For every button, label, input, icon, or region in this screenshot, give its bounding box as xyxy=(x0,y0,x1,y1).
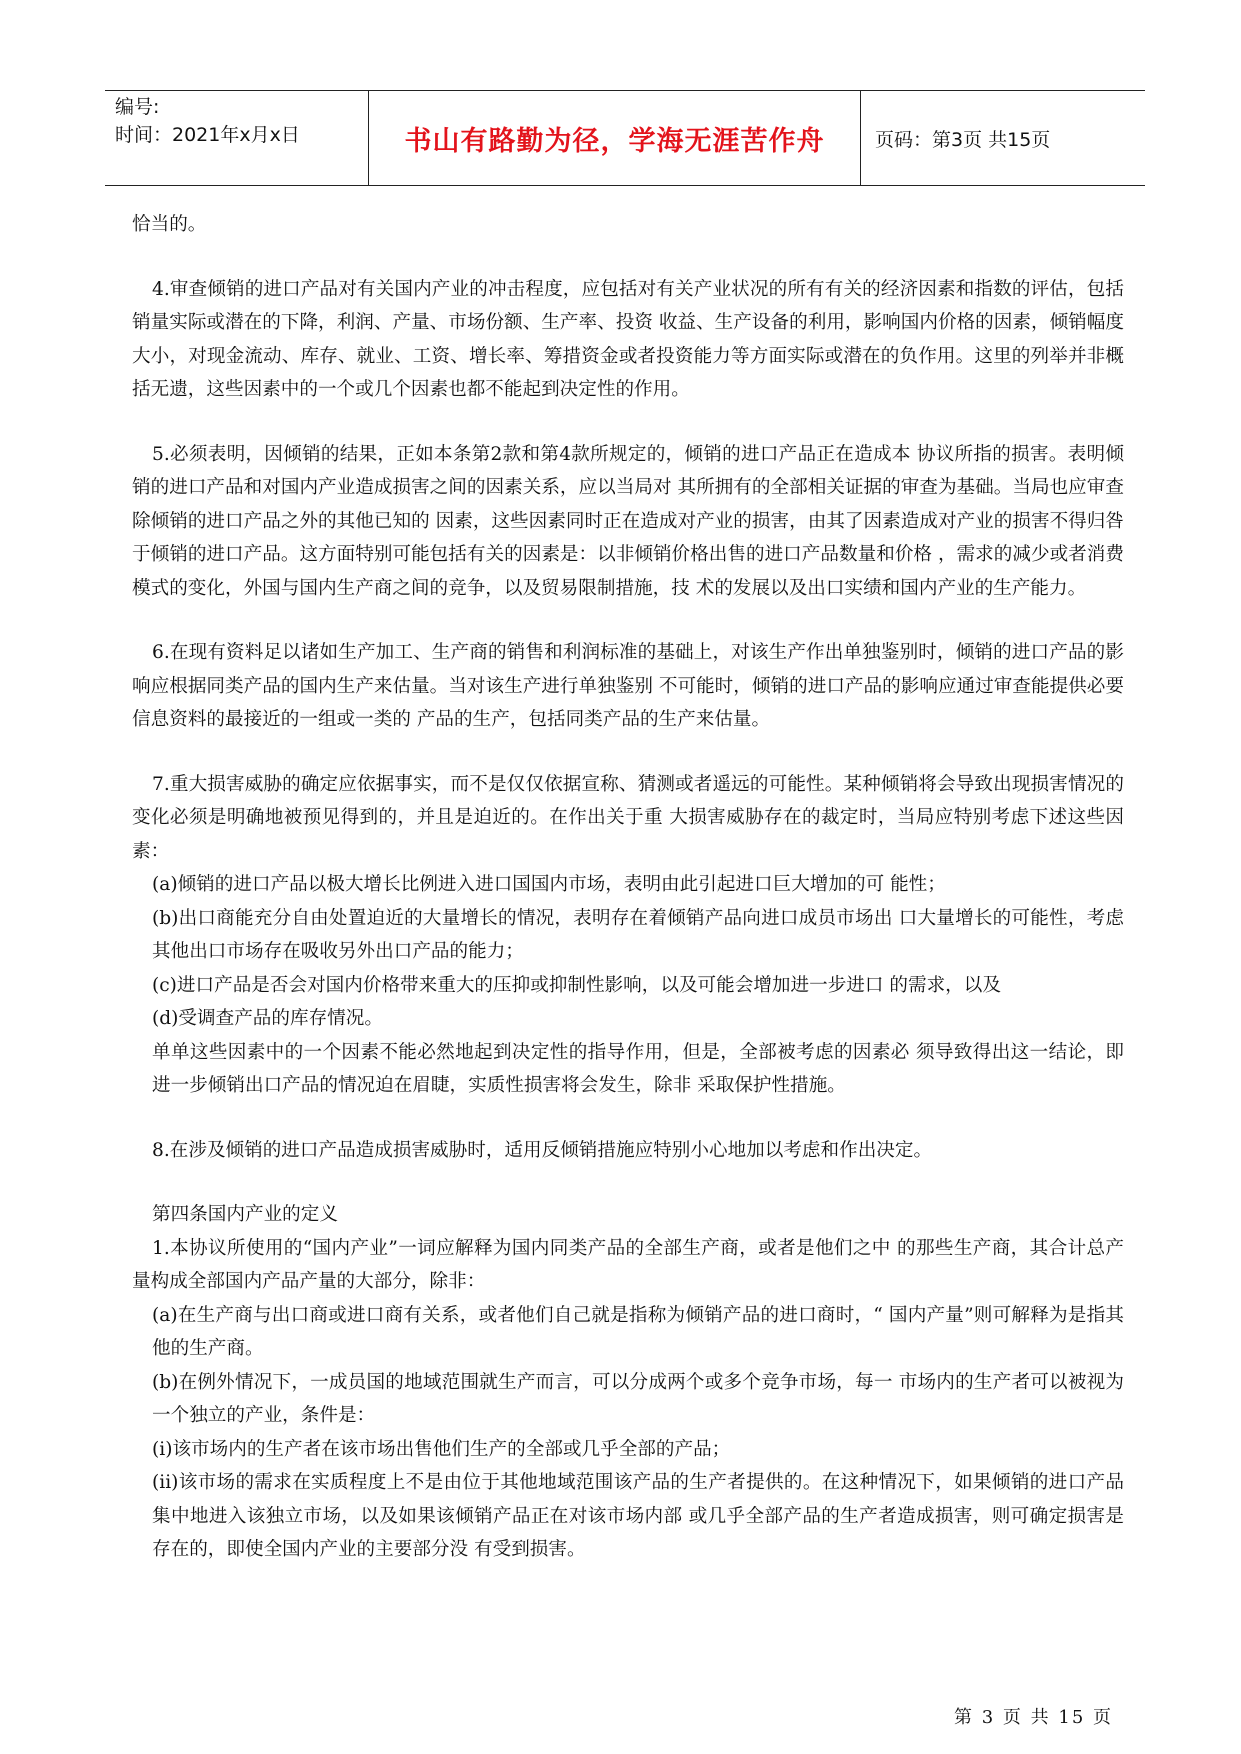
paragraph: 恰当的。 xyxy=(132,214,207,235)
list-item: (ii)该市场的需求在实质程度上不是由位于其他地域范围该产品的生产者提供的。在这种情况下，如果倾销的进口产品集中地进入该独立市场，以及如果该倾销产品正在对该市场内部 或几乎全部产品的生产者造成损害，则可确定损害是存在的，即使全国内产业的主要部分没 有受到损害。 xyxy=(152,1472,1124,1560)
paragraph: 7.重大损害威胁的确定应依据事实，而不是仅仅依据宣称、猜测或者遥远的可能性。某种倾销将会导致出现损害情况的变化必须是明确地被预见得到的，并且是迫近的。在作出关于重 大损害威胁存在的裁定时，当局应特别考虑下述这些因素： xyxy=(132,773,1124,862)
paragraph: 5.必须表明，因倾销的结果，正如本条第2款和第4款所规定的，倾销的进口产品正在造成本 协议所指的损害。表明倾销的进口产品和对国内产业造成损害之间的因素关系，应以当局对 其所拥有的全部相关证据的审查为基础。当局也应审查除倾销的进口产品之外的其他已知的 因素，这些因素同时正在造成对产业的损害，由其了因素造成对产业的损害不得归咎于倾销的进口产品。这方面特别可能包括有关的因素是：以非倾销价格出售的进口产品数量和价格 ，需求的减少或者消费模式的变化，外国与国内生产商之间的竞争，以及贸易限制措施，技 术的发展以及出口实绩和国内产业的生产能力。 xyxy=(132,443,1124,599)
header-divider xyxy=(860,91,861,185)
paragraph: 8.在涉及倾销的进口产品造成损害威胁时，适用反倾销措施应特别小心地加以考虑和作出决定。 xyxy=(152,1139,933,1161)
list-item: (a)在生产商与出口商或进口商有关系，或者他们自己就是指称为倾销产品的进口商时，“ 国内产量”则可解释为是指其他的生产商。 xyxy=(152,1304,1124,1359)
page-footer: 第 3 页 共 15 页 xyxy=(954,1707,1113,1728)
list-item: (a)倾销的进口产品以极大增长比例进入进口国国内市场，表明由此引起进口巨大增加的可 能性； xyxy=(152,874,946,895)
paragraph: 单单这些因素中的一个因素不能必然地起到决定性的指导作用，但是，全部被考虑的因素必 须导致得出这一结论，即进一步倾销出口产品的情况迫在眉睫，实质性损害将会发生，除非 采取保护性措施。 xyxy=(152,1041,1124,1096)
header-page-label: 页码：第3页 共15页 xyxy=(875,128,1051,151)
section-heading: 第四条国内产业的定义 xyxy=(152,1204,338,1225)
paragraph: 4.审查倾销的进口产品对有关国内产业的冲击程度，应包括对有关产业状况的所有有关的经济因素和指数的评估，包括销量实际或潜在的下降，利润、产量、市场份额、生产率、投资 收益、生产设备的利用，影响国内价格的因素，倾销幅度大小，对现金流动、库存、就业、工资、增长率、筹措资金或者投资能力等方面实际或潜在的负作用。这里的列举并非概括无遗，这些因素中的一个或几个因素也都不能起到决定性的作用。 xyxy=(132,278,1124,400)
serial-label: 编号: xyxy=(115,96,160,118)
document-body xyxy=(132,208,1124,1567)
header-motto: 书山有路勤为径，学海无涯苦作舟 xyxy=(404,125,825,157)
list-item: (b)在例外情况下，一成员国的地域范围就生产而言，可以分成两个或多个竞争市场，每一 市场内的生产者可以被视为一个独立的产业，条件是： xyxy=(152,1371,1124,1426)
header-meta xyxy=(115,93,365,149)
time-label: 时间：2021年x月x日 xyxy=(115,124,300,146)
paragraph: 6.在现有资料足以诸如生产加工、生产商的销售和利润标准的基础上，对该生产作出单独鉴别时，倾销的进口产品的影响应根据同类产品的国内生产来估量。当对该生产进行单独鉴别 不可能时，倾销的进口产品的影响应通过审查能提供必要信息资料的最接近的一组或一类的 产品的生产，包括同类产品的生产来估量。 xyxy=(132,642,1124,730)
list-item: (b)出口商能充分自由处置迫近的大量增长的情况，表明存在着倾销产品向进口成员市场出 口大量增长的可能性，考虑其他出口市场存在吸收另外出口产品的能力； xyxy=(152,907,1124,962)
list-item: (i)该市场内的生产者在该市场出售他们生产的全部或几乎全部的产品； xyxy=(152,1438,731,1460)
list-item: (c)进口产品是否会对国内价格带来重大的压抑或抑制性影响，以及可能会增加进一步进口 的需求，以及 xyxy=(152,974,1001,996)
page-header xyxy=(105,90,1145,186)
paragraph: 1.本协议所使用的“国内产业”一词应解释为国内同类产品的全部生产商，或者是他们之中 的那些生产商，其合计总产量构成全部国内产品产量的大部分，除非： xyxy=(132,1237,1124,1292)
list-item: (d)受调查产品的库存情况。 xyxy=(152,1008,383,1029)
